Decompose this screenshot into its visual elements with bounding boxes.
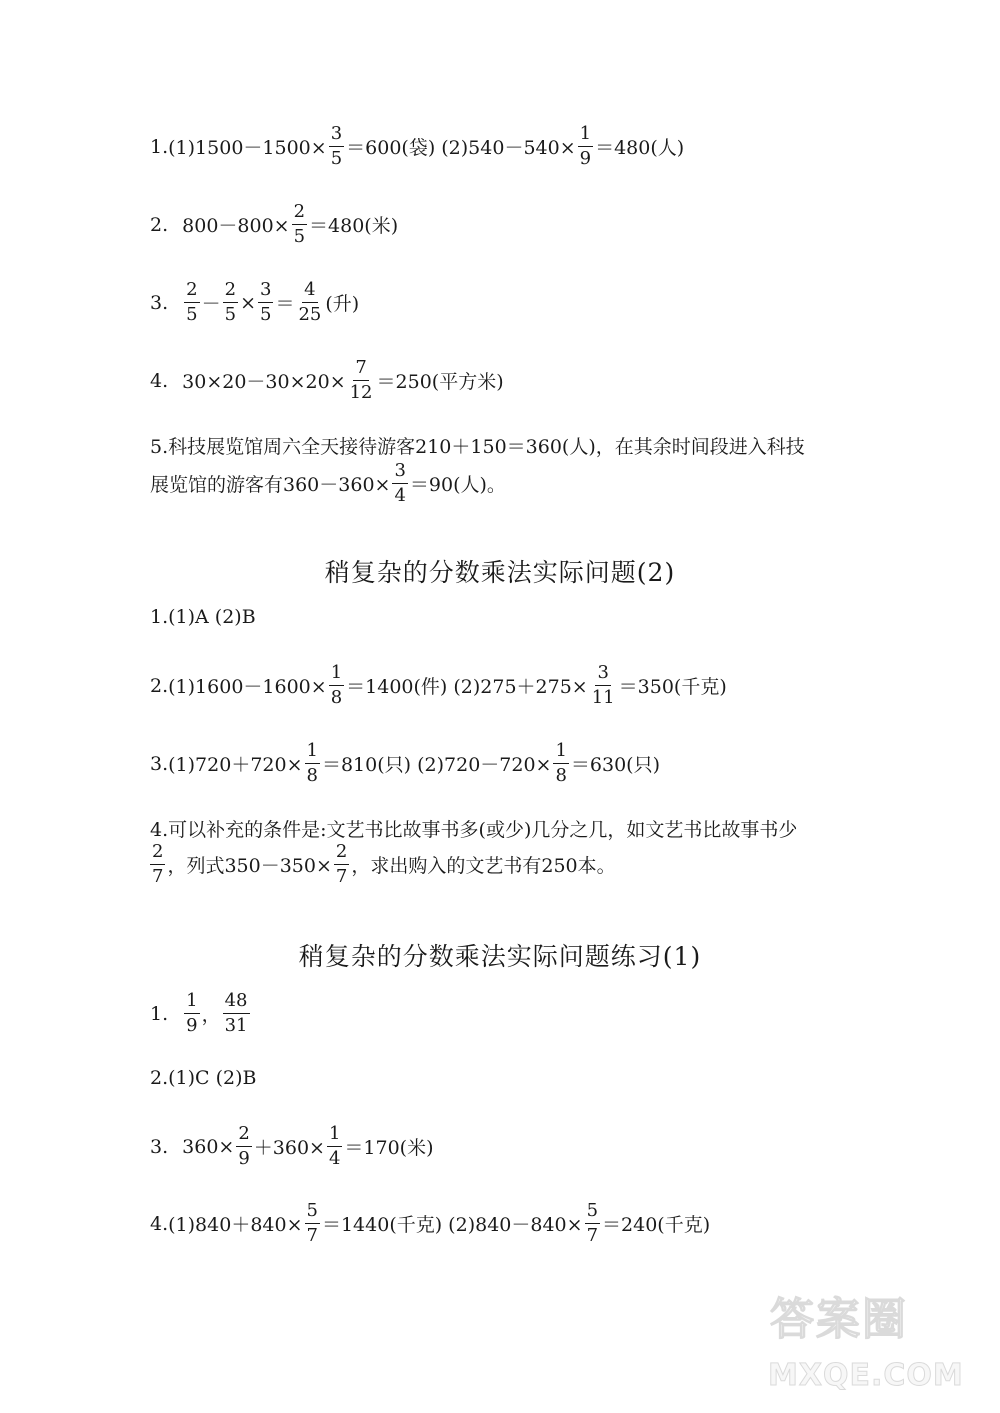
fraction [329,664,344,707]
numerator: 1 [305,742,320,764]
numerator: 1 [329,664,344,686]
numerator: 5 [305,1202,320,1224]
fraction [590,664,617,707]
fraction [258,281,273,324]
operator: － [201,293,221,315]
denominator: 5 [259,304,272,325]
answer-b4-line1 [150,815,870,842]
expr-text: ＝480(人) [595,137,685,159]
answer-a5-line1 [150,432,870,459]
numerator: 7 [353,359,368,381]
expr-text: ＝600(袋) (2)540－540× [346,137,576,159]
numerator: 48 [223,992,250,1014]
paragraph-text: 4.可以补充的条件是:文艺书比故事书多(或少)几分之几，如文艺书比故事书少 [150,819,798,841]
fraction [334,843,349,886]
denominator: 5 [186,304,198,325]
expr-text: 30×20－30×20× [182,371,346,393]
denominator: 7 [586,1225,599,1246]
denominator: 8 [555,765,567,786]
numerator: 3 [392,462,407,484]
numerator: 4 [302,281,317,303]
item-number: 1. [150,135,169,158]
answer-b3 [150,742,870,785]
paragraph-text: ＝90(人)。 [409,474,506,496]
answer-text: 1.(1)A (2)B [150,606,256,628]
numerator: 1 [327,1125,342,1147]
denominator: 9 [186,1015,198,1036]
fraction [236,1125,251,1168]
separator: ， [201,1004,221,1026]
expr-text: ＝250(平方米) [376,371,504,393]
item-number: 1. [150,1002,169,1025]
item-number: 3. [150,752,169,775]
expr-text: (1)840＋840× [168,1214,303,1236]
answer-c1 [150,992,870,1035]
denominator: 7 [152,866,164,887]
numerator: 1 [553,742,568,764]
denominator: 7 [335,866,348,887]
numerator: 2 [223,281,238,303]
operator: ＝ [275,293,295,315]
expr-text: ＝1400(件) (2)275＋275× [346,676,588,698]
expr-text: ＝810(只) (2)720－720× [321,754,552,776]
expr-text: 800－800× [182,215,290,237]
expr-text: ＝1440(千克) (2)840－840× [321,1214,583,1236]
numerator: 3 [258,281,273,303]
answer-a3 [150,281,870,324]
denominator: 12 [349,382,373,403]
paragraph-text: ，列式350－350× [167,855,332,877]
item-number: 4. [150,369,169,392]
denominator: 11 [591,687,615,708]
fraction [329,125,344,168]
fraction [223,281,238,324]
watermark-logo [760,1283,964,1393]
item-number: 4. [150,1212,169,1235]
fraction [553,742,568,785]
denominator: 9 [238,1148,250,1169]
fraction [150,843,165,886]
fraction [578,125,593,168]
numerator: 2 [236,1125,251,1147]
numerator: 3 [329,125,344,147]
item-number: 2. [150,213,169,236]
expr-text: (1)1600－1600× [168,676,327,698]
watermark-top-text: 答案圈 [770,1294,908,1345]
numerator: 2 [334,843,349,865]
denominator: 9 [579,148,592,169]
answer-b2 [150,664,870,707]
item-number: 3. [150,291,169,314]
section-title: 稍复杂的分数乘法实际问题(2) [324,558,676,587]
expr-text: ＝240(千克) [602,1214,711,1236]
denominator: 7 [306,1225,318,1246]
denominator: 5 [224,304,237,325]
paragraph-text: 5.科技展览馆周六全天接待游客210＋150＝360(人)，在其余时间段进入科技 [150,436,805,458]
paragraph-text: 展览馆的游客有360－360× [150,474,391,496]
fraction [223,992,250,1035]
expr-text: ＝170(米) [344,1137,434,1159]
item-number: 3. [150,1135,169,1158]
numerator: 2 [150,843,165,865]
answer-a5-line2 [150,462,870,505]
answer-b4-line2 [150,843,870,886]
answer-c2 [150,1067,870,1089]
fraction [184,281,199,324]
fraction [348,359,375,402]
expr-text: ＝480(米) [309,215,399,237]
expr-text: (1)1500－1500× [168,137,327,159]
denominator: 4 [394,485,406,506]
section-title: 稍复杂的分数乘法实际问题练习(1) [298,942,702,971]
denominator: 5 [330,148,343,169]
fraction [305,1202,320,1245]
answer-text: 2.(1)C (2)B [150,1067,257,1089]
unit: (升) [325,293,360,315]
answer-a2 [150,203,870,246]
numerator: 1 [184,992,199,1014]
answer-a1 [150,125,870,168]
fraction [184,992,199,1035]
expr-text: 360× [182,1135,235,1158]
numerator: 3 [595,664,610,686]
answer-a4 [150,359,870,402]
watermark-bottom-text: MXQE.COM [768,1358,964,1393]
expr-text: ＋360× [253,1137,325,1159]
numerator: 5 [585,1202,600,1224]
numerator: 2 [184,281,199,303]
answer-c3 [150,1125,870,1168]
numerator: 1 [578,125,593,147]
fraction [296,281,323,324]
fraction [327,1125,342,1168]
answer-c4 [150,1202,870,1245]
expr-text: (1)720＋720× [168,754,303,776]
expr-text: ＝630(只) [570,754,661,776]
fraction [585,1202,600,1245]
fraction [305,742,320,785]
answer-b1 [150,606,870,628]
denominator: 8 [330,687,343,708]
fraction [392,462,407,505]
operator: × [240,291,256,314]
item-number: 2. [150,674,169,697]
expr-text: ＝350(千克) [618,676,727,698]
denominator: 25 [298,304,322,325]
denominator: 5 [293,226,306,247]
paragraph-text: ，求出购入的文艺书有250本。 [351,855,616,877]
fraction [292,203,307,246]
denominator: 8 [306,765,318,786]
denominator: 4 [328,1148,341,1169]
numerator: 2 [292,203,307,225]
denominator: 31 [224,1015,248,1036]
